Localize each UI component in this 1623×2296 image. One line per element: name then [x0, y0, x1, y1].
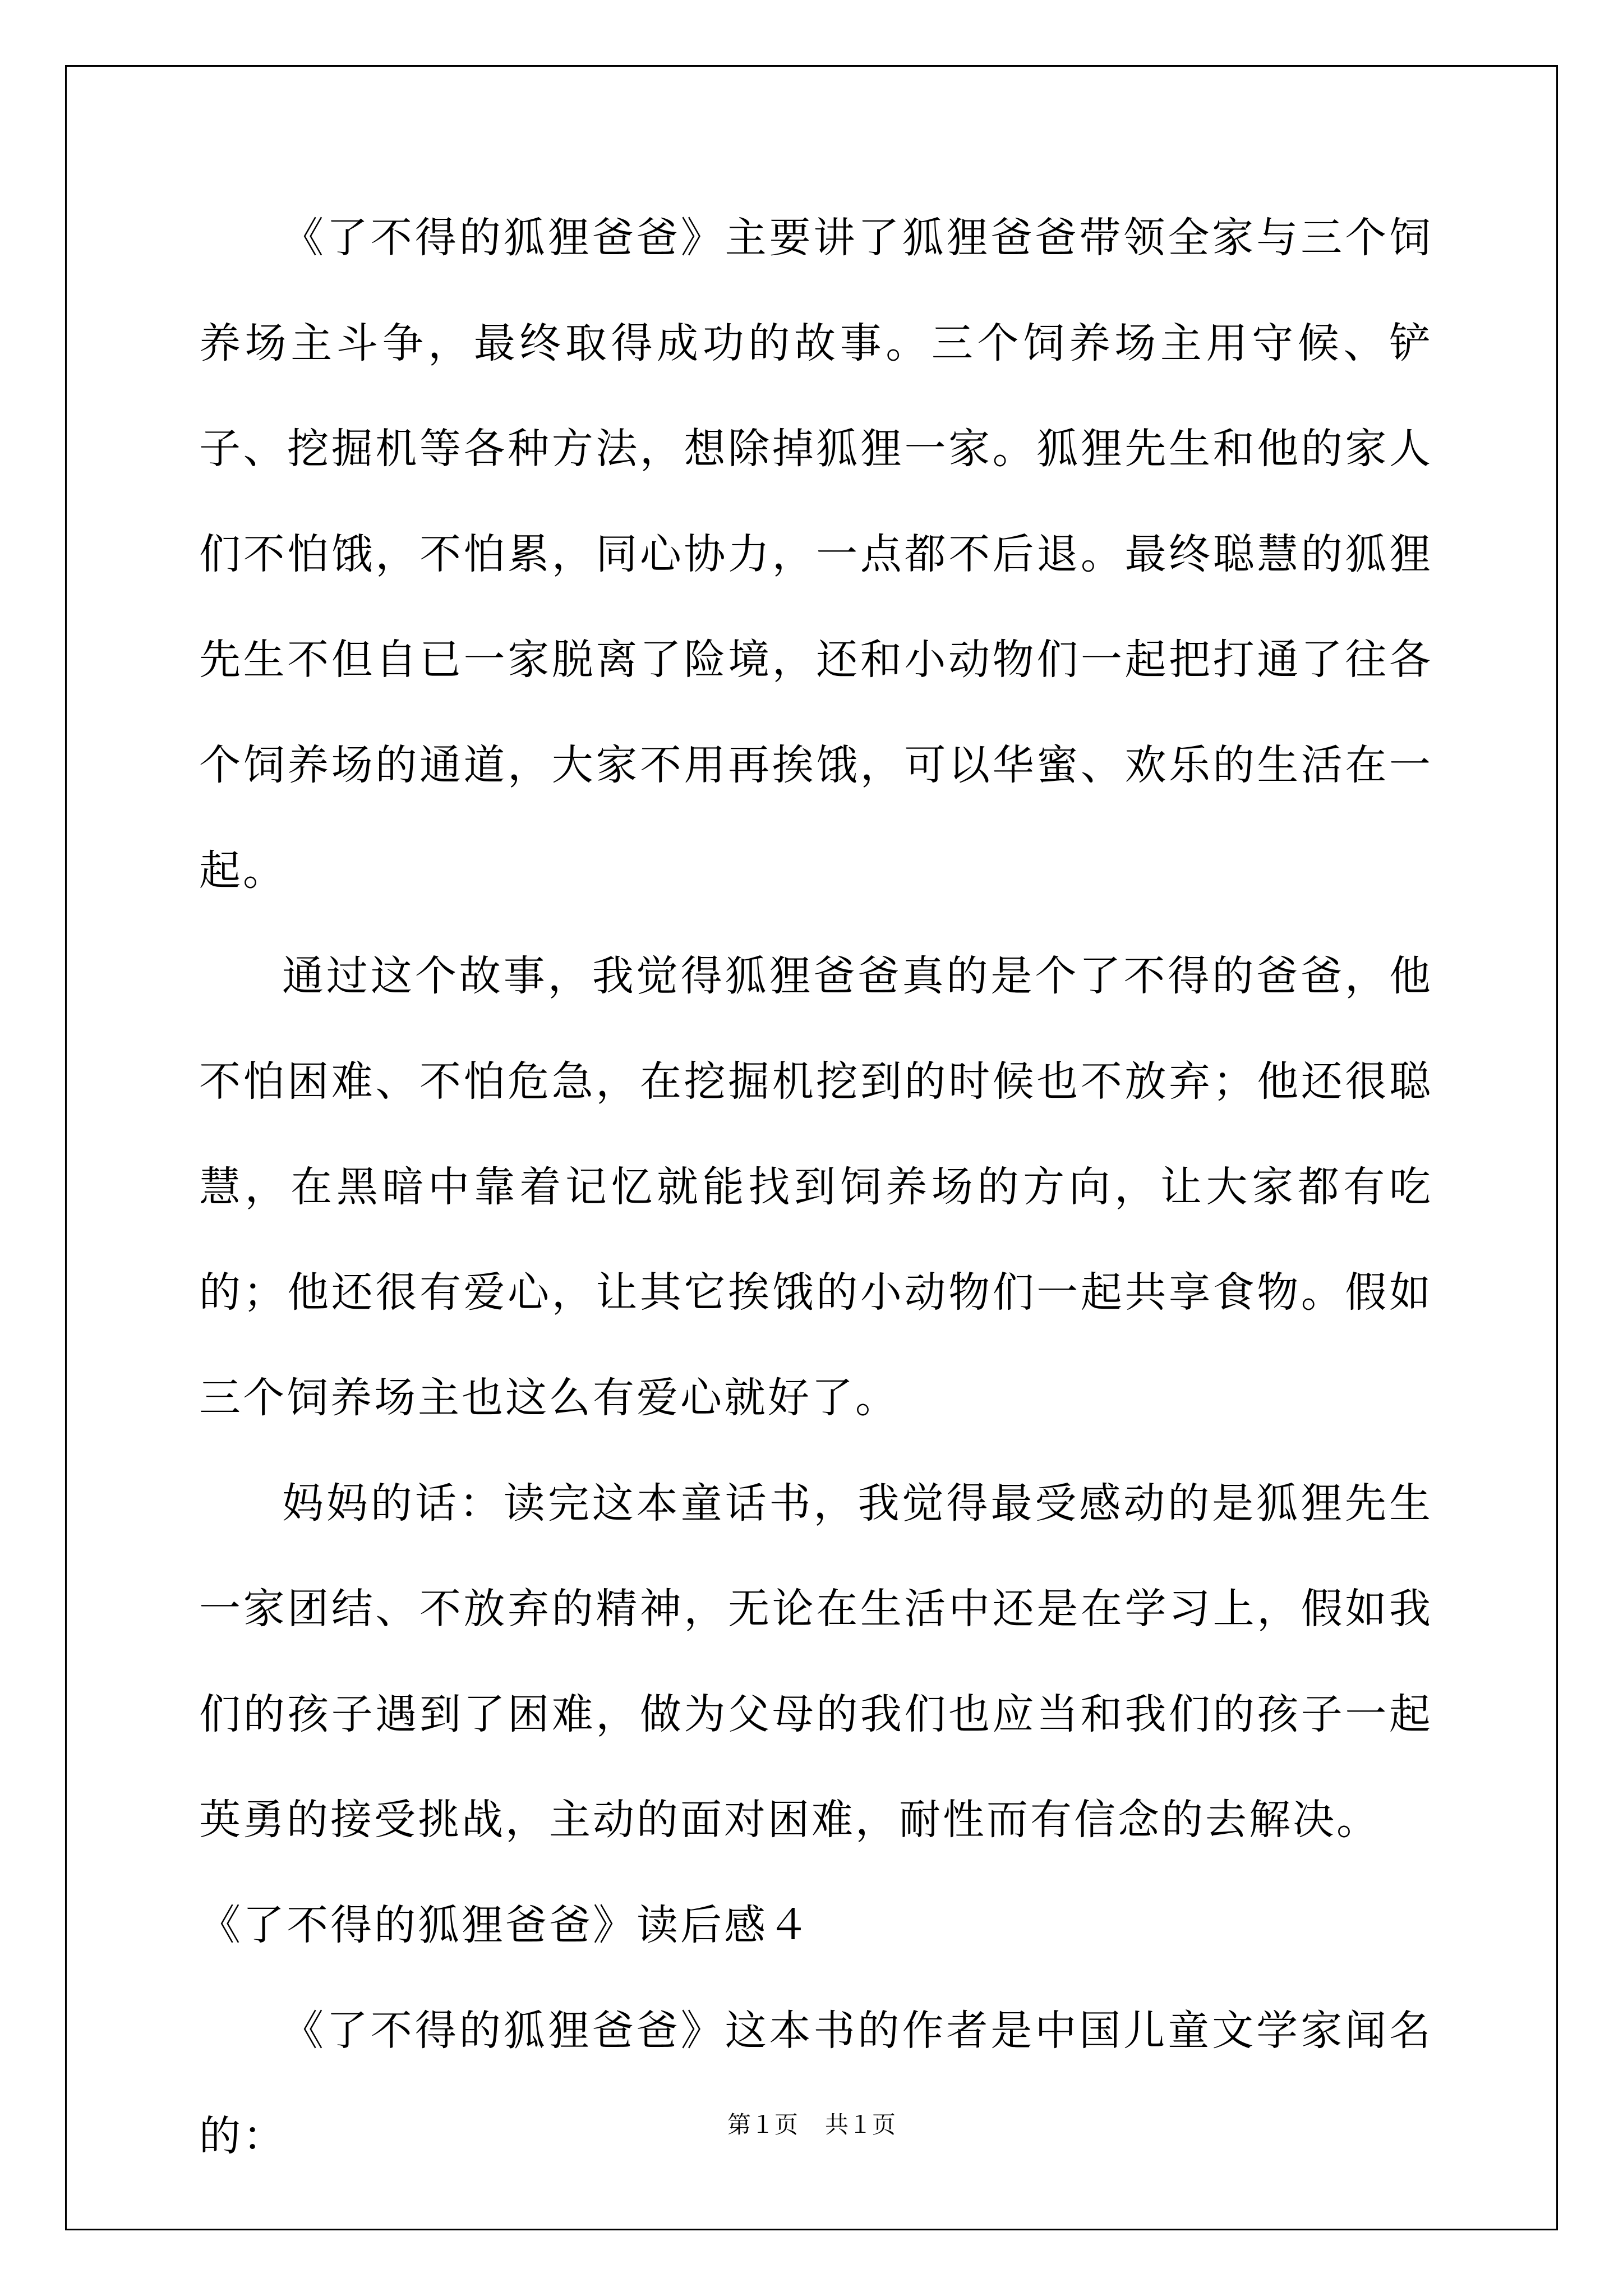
document-body	[199, 185, 1433, 2189]
page-number-current: 第１页	[727, 2111, 798, 2138]
page-footer	[0, 2106, 1623, 2140]
paragraph-mother-comment: 妈妈的话：读完这本童话书，我觉得最受感动的是狐狸先生一家团结、不放弃的精神，无论在生活中还是在学习上，假如我们的孩子遇到了困难，做为父母的我们也应当和我们的孩子一起英勇的接受挑战，主动的面对困难，耐性而有信念的去解决。	[199, 1479, 1433, 1844]
paragraph-summary: 《了不得的狐狸爸爸》主要讲了狐狸爸爸带领全家与三个饲养场主斗争，最终取得成功的故事。三个饲养场主用守候、铲子、挖掘机等各种方法，想除掉狐狸一家。狐狸先生和他的家人们不怕饿，不怕累，同心协力，一点都不后退。最终聪慧的狐狸先生不但自已一家脱离了险境，还和小动物们一起把打通了往各个饲养场的通道，大家不用再挨饿，可以华蜜、欢乐的生活在一起。	[199, 214, 1433, 895]
paragraph-intro: 《了不得的狐狸爸爸》这本书的作者是中国儿童文学家闻名的：	[199, 2007, 1433, 2160]
page-number-total: 共１页	[825, 2111, 896, 2138]
section-heading: 《了不得的狐狸爸爸》读后感４	[199, 1901, 811, 1949]
paragraph-reflection: 通过这个故事，我觉得狐狸爸爸真的是个了不得的爸爸，他不怕困难、不怕危急，在挖掘机挖到的时候也不放弃；他还很聪慧，在黑暗中靠着记忆就能找到饲养场的方向，让大家都有吃的；他还很有爱心，让其它挨饿的小动物们一起共享食物。假如三个饲养场主也这么有爱心就好了。	[199, 952, 1433, 1422]
